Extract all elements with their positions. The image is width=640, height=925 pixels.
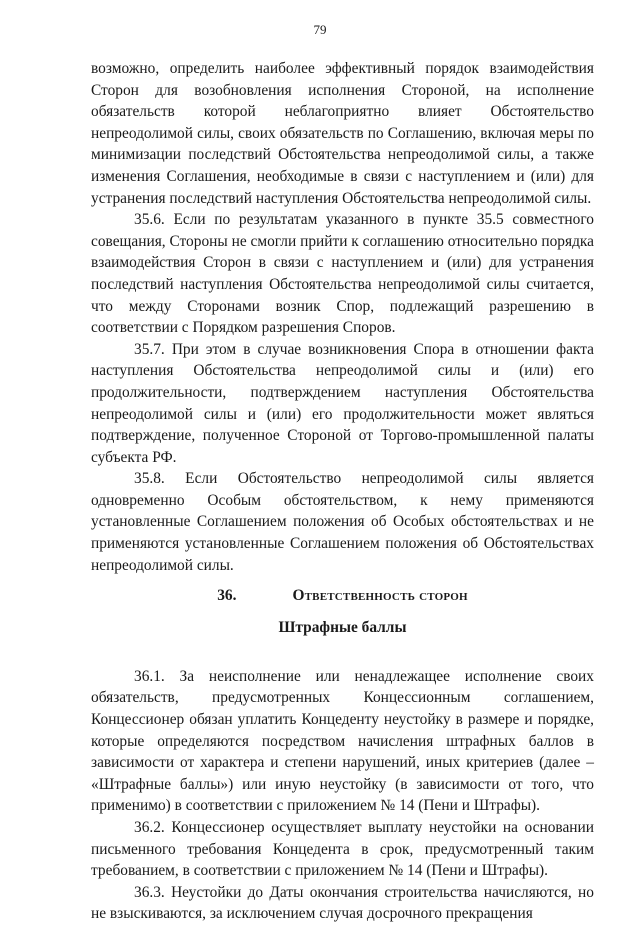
section-heading <box>91 585 594 607</box>
paragraph-35-6: 35.6. Если по результатам указанного в пункте 35.5 совместного совещания, Стороны не смогли прийти к соглашению относительно порядка взаимодействия Сторон в связи с наступлением и (или) для устранения последствий наступления Обстоятельства непреодолимой силы считается, что между Сторонами возник Спор, подлежащий разрешению в соответствии с Порядком разрешения Споров. <box>91 211 594 337</box>
document-body <box>91 58 594 925</box>
paragraph-35-7: 35.7. При этом в случае возникновения Спора в отношении факта наступления Обстоятельства непреодолимой силы и (или) его продолжительности, подтверждением наступления Обстоятельства непреодолимой силы и (или) его продолжительности может являться подтверждение, полученное Стороной от Торгово-промышленной палаты субъекта РФ. <box>91 340 594 466</box>
section-number: 36. <box>217 587 237 605</box>
section-subtitle: Штрафные баллы <box>278 619 407 637</box>
paragraph-36-2: 36.2. Концессионер осуществляет выплату неустойки на основании письменного требования Концедента в срок, предусмотренный таким требованием, в соответствии с приложением № 14 (Пени и Штрафы). <box>91 819 594 880</box>
paragraph-36-3: 36.3. Неустойки до Даты окончания строительства начисляются, но не взыскиваются, за исключением случая досрочного прекращения <box>91 883 594 923</box>
section-title: Ответственность сторон <box>292 587 468 605</box>
paragraph-continuation: возможно, определить наиболее эффективный порядок взаимодействия Сторон для возобновления исполнения Стороной, на исполнение обязательств которой неблагоприятно влияет Обстоятельство непреодолимой силы, своих обязательств по Соглашению, включая меры по минимизации последствий Обстоятельства непреодолимой силы, а также изменения Соглашения, необходимые в связи с наступлением и (или) для устранения последствий наступления Обстоятельства непреодолимой силы. <box>91 60 594 207</box>
page-number: 79 <box>313 22 327 37</box>
paragraph-35-8: 35.8. Если Обстоятельство непреодолимой силы является одновременно Особым обстоятельством, к нему применяются установленные Соглашением положения об Особых обстоятельствах и не применяются установленные Соглашением положения об Обстоятельствах непреодолимой силы. <box>91 470 594 574</box>
paragraph-36-1: 36.1. За неисполнение или ненадлежащее исполнение своих обязательств, предусмотренных Концессионным соглашением, Концессионер обязан уплатить Концеденту неустойку в размере и порядке, которые определяются посредством начисления штрафных баллов в зависимости от характера и степени нарушений, иных критериев (далее – «Штрафные баллы») или иную неустойку (в зависимости от того, что применимо) в соответствии с приложением № 14 (Пени и Штрафы). <box>91 667 594 815</box>
